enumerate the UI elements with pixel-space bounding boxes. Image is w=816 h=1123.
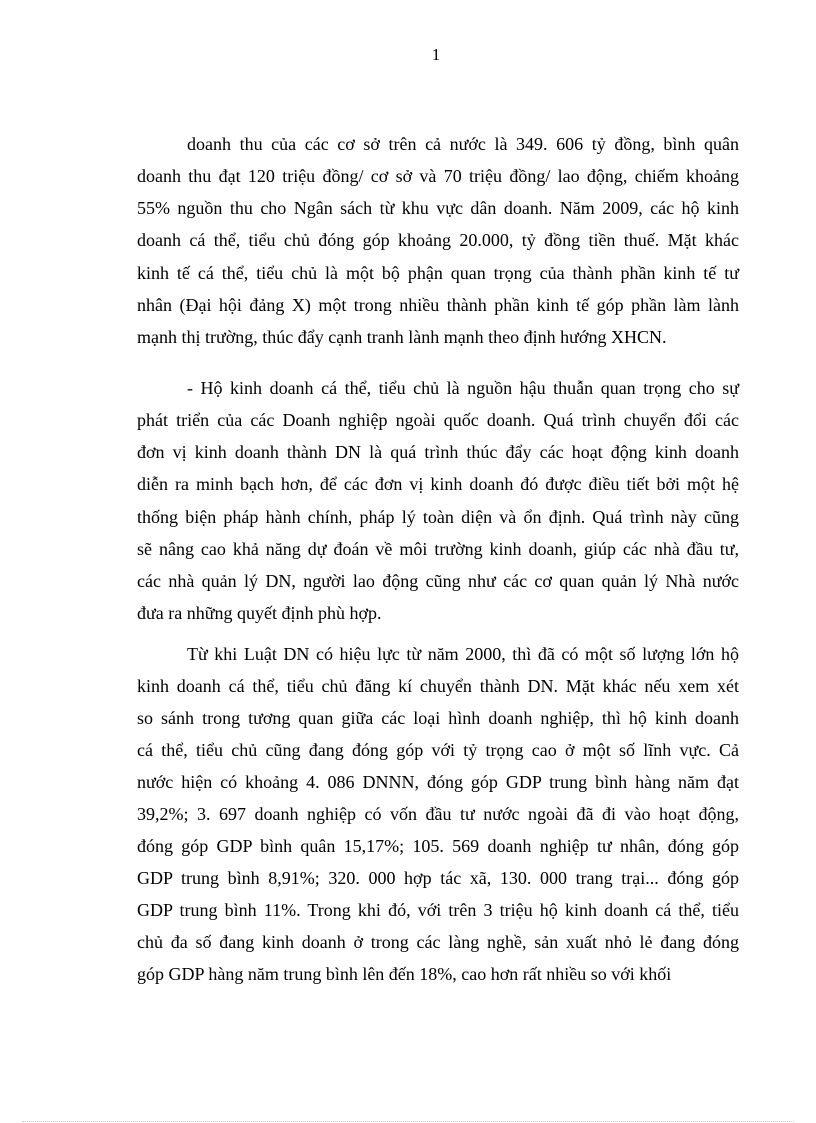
page-bottom-rule bbox=[22, 1121, 794, 1122]
text-line: - Hộ kinh doanh cá thể, tiểu chủ là nguồn hậu thuẫn quan trọng cho sự bbox=[187, 378, 739, 398]
text-line: mạnh thị trường, thúc đẩy cạnh tranh lành mạnh theo định hướng XHCN. bbox=[137, 327, 667, 347]
text-line: doanh cá thể, tiểu chủ đóng góp khoảng 20.000, tỷ đồng tiền thuế. Mặt khác bbox=[137, 230, 739, 250]
text-line: sẽ nâng cao khả năng dự đoán về môi trường kinh doanh, giúp các nhà đầu tư, bbox=[137, 539, 739, 559]
text-line: kinh doanh cá thể, tiểu chủ đăng kí chuyển thành DN. Mặt khác nếu xem xét bbox=[137, 676, 739, 696]
text-line: nhân (Đại hội đảng X) một trong nhiều thành phần kinh tế góp phần làm lành bbox=[137, 295, 739, 315]
text-line: nước hiện có khoảng 4. 086 DNNN, đóng góp GDP trung bình hàng năm đạt bbox=[137, 772, 739, 792]
text-line: các nhà quản lý DN, người lao động cũng như các cơ quan quản lý Nhà nước bbox=[137, 571, 739, 591]
text-line: đưa ra những quyết định phù hợp. bbox=[137, 603, 382, 623]
text-line: phát triển của các Doanh nghiệp ngoài quốc doanh. Quá trình chuyển đổi các bbox=[137, 410, 739, 430]
text-line: so sánh trong tương quan giữa các loại hình doanh nghiệp, thì hộ kinh doanh bbox=[137, 708, 739, 728]
text-line: thống biện pháp hành chính, pháp lý toàn diện và ổn định. Quá trình này cũng bbox=[137, 507, 739, 527]
text-line: diễn ra minh bạch hơn, để các đơn vị kinh doanh đó được điều tiết bởi một hệ bbox=[137, 474, 739, 494]
text-line: chủ đa số đang kinh doanh ở trong các làng nghề, sản xuất nhỏ lẻ đang đóng bbox=[137, 932, 739, 952]
text-line: kinh tế cá thể, tiểu chủ là một bộ phận quan trọng của thành phần kinh tế tư bbox=[137, 263, 739, 283]
page-number: 1 bbox=[431, 45, 441, 64]
text-line: 39,2%; 3. 697 doanh nghiệp có vốn đầu tư nước ngoài đã đi vào hoạt động, bbox=[137, 804, 739, 824]
text-line: đơn vị kinh doanh thành DN là quá trình thúc đẩy các hoạt động kinh doanh bbox=[137, 442, 739, 462]
text-line: GDP trung bình 8,91%; 320. 000 hợp tác xã, 130. 000 trang trại... đóng góp bbox=[137, 868, 739, 888]
text-line: doanh thu đạt 120 triệu đồng/ cơ sở và 70 triệu đồng/ lao động, chiếm khoảng bbox=[137, 166, 739, 186]
text-line: 55% nguồn thu cho Ngân sách từ khu vực dân doanh. Năm 2009, các hộ kinh bbox=[137, 198, 739, 218]
text-line: doanh thu của các cơ sở trên cả nước là 349. 606 tỷ đồng, bình quân bbox=[187, 134, 739, 154]
text-line: Từ khi Luật DN có hiệu lực từ năm 2000, thì đã có một số lượng lớn hộ bbox=[187, 644, 739, 664]
text-line: cá thể, tiểu chủ cũng đang đóng góp với tỷ trọng cao ở một số lĩnh vực. Cả bbox=[137, 740, 739, 760]
text-line: góp GDP hàng năm trung bình lên đến 18%, cao hơn rất nhiều so với khối bbox=[137, 964, 672, 984]
text-line: đóng góp GDP bình quân 15,17%; 105. 569 doanh nghiệp tư nhân, đóng góp bbox=[137, 836, 739, 856]
text-line: GDP trung bình 11%. Trong khi đó, với trên 3 triệu hộ kinh doanh cá thể, tiểu bbox=[137, 900, 739, 920]
